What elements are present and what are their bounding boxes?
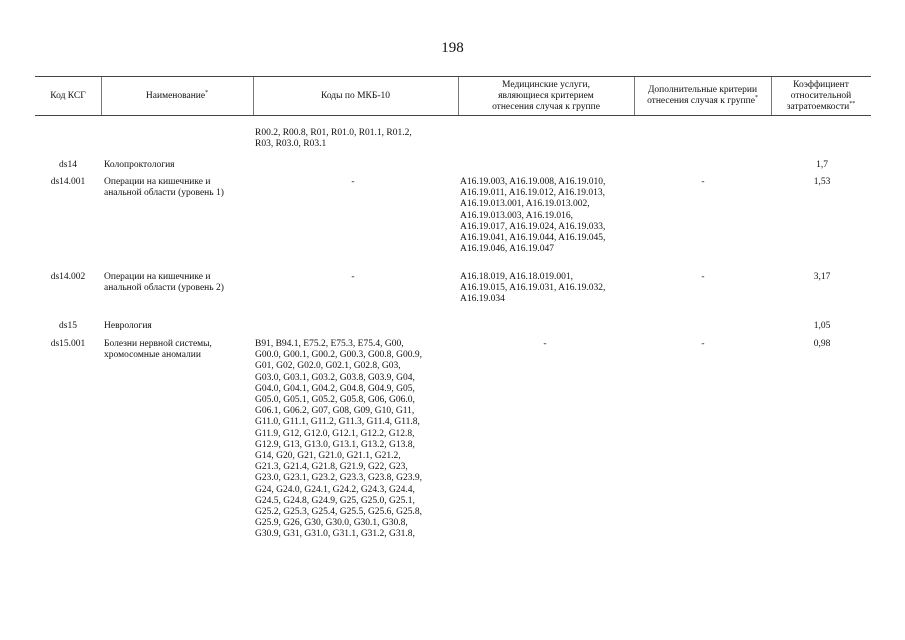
table-row	[35, 272, 871, 319]
header-mkb: Коды по МКБ-10	[320, 90, 391, 101]
ksg-table	[35, 76, 871, 567]
row-name: Операции на кишечнике и анальной области (уровень 2)	[104, 272, 224, 294]
table-row	[35, 128, 871, 155]
row-name: Операции на кишечнике и анальной области (уровень 1)	[104, 177, 224, 199]
row-code: ds14.001	[50, 177, 86, 187]
row-code: ds15	[59, 321, 77, 331]
row-code: ds14.002	[50, 272, 86, 282]
header-name: Наименование*	[145, 89, 209, 101]
row-additional: -	[701, 339, 705, 349]
row-services: A16.19.003, A16.19.008, A16.19.010, A16.19.011, A16.19.012, A16.19.013, A16.19.013.001, A16.19.013.002, A16.19.013.003, A16.19.016, A16.19.017, A16.19.024, A16.19.033, A16.19.041, A16.19.044, A16.19.045, A16.19.046, A16.19.047	[460, 177, 606, 255]
table-row	[35, 177, 871, 269]
row-mkb-codes: -	[351, 272, 355, 282]
row-additional: -	[701, 272, 705, 282]
row-name: Колопроктология	[104, 160, 175, 170]
row-coefficient: 1,53	[813, 177, 831, 187]
row-coefficient: 3,17	[813, 272, 831, 282]
row-coefficient: 1,05	[813, 321, 831, 331]
table-row	[35, 160, 871, 175]
header-additional: Дополнительные критерии отнесения случая к группе*	[647, 85, 758, 106]
row-services: -	[543, 339, 547, 349]
row-mkb-codes: B91, B94.1, E75.2, E75.3, E75.4, G00, G00.0, G00.1, G00.2, G00.3, G00.8, G00.9, G01, G02, G02.0, G02.1, G02.8, G03, G03.0, G03.1, G03.2, G03.8, G03.9, G04, G04.0, G04.1, G04.2, G04.8, G04.9, G05, G05.0, G05.1, G05.2, G05.8, G06, G06.0, G06.1, G06.2, G07, G08, G09, G10, G11, G11.0, G11.1, G11.2, G11.3, G11.4, G11.8, G11.9, G12, G12.0, G12.1, G12.2, G12.8, G12.9, G13, G13.0, G13.1, G13.2, G13.8, G14, G20, G21, G21.0, G21.1, G21.2, G21.3, G21.4, G21.8, G21.9, G22, G23, G23.0, G23.1, G23.2, G23.3, G23.8, G23.9, G24, G24.0, G24.1, G24.2, G24.3, G24.4, G24.5, G24.8, G24.9, G25, G25.0, G25.1, G25.2, G25.3, G25.4, G25.5, G25.6, G25.8, G25.9, G26, G30, G30.0, G30.1, G30.8, G30.9, G31, G31.0, G31.1, G31.2, G31.8,	[255, 339, 423, 540]
row-name: Неврология	[104, 321, 152, 331]
table-row	[35, 321, 871, 337]
row-services: A16.18.019, A16.18.019.001, A16.19.015, A16.19.031, A16.19.032, A16.19.034	[460, 272, 606, 305]
table-header	[35, 76, 871, 116]
row-additional: -	[701, 177, 705, 187]
row-mkb-codes: -	[351, 177, 355, 187]
table-row	[35, 339, 871, 567]
row-code: ds15.001	[50, 339, 86, 349]
header-coefficient: Коэффициент относительной затратоемкости**	[786, 79, 856, 112]
page-number: 198	[441, 40, 464, 56]
row-coefficient: 1,7	[816, 160, 828, 170]
row-code: ds14	[59, 160, 77, 170]
header-code: Код КСГ	[50, 90, 86, 101]
row-coefficient: 0,98	[813, 339, 831, 349]
row-mkb-codes: R00.2, R00.8, R01, R01.0, R01.1, R01.2, R03, R03.0, R03.1	[255, 128, 412, 150]
row-name: Болезни нервной системы, хромосомные аномалии	[104, 339, 212, 361]
header-services: Медицинские услуги, являющиеся критерием отнесения случая к группе	[492, 79, 600, 112]
